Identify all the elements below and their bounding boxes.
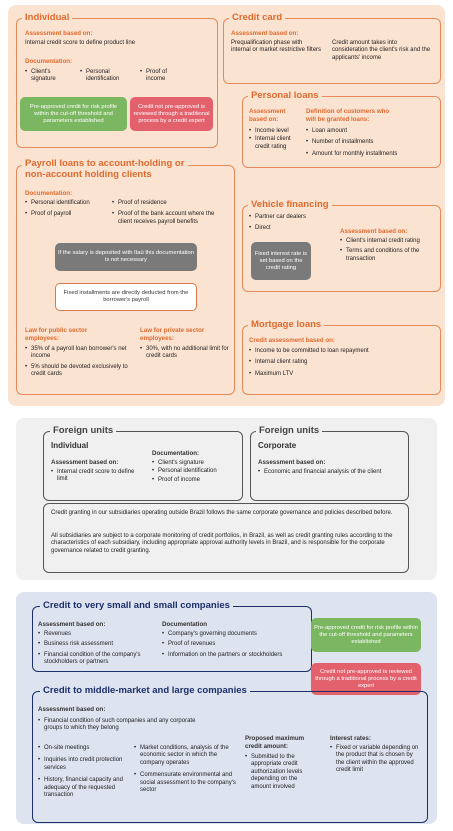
payroll-title: Payroll loans to account-holding or non-account holding clients: [22, 158, 188, 180]
small-assessment-list: • Revenues • Business risk assessment • Financial condition of the company's stockholders or partners: [38, 631, 156, 668]
salary-deposit-note: If the salary is deposited with Itaú this documentation is not necessary: [55, 243, 197, 271]
mortgage-list: • Income to be committed to loan repayment • Internal client rating • Maximum LTV: [249, 348, 434, 379]
proposed-list: • Submitted to the appropriate credit authorization levels depending on the amount involved: [245, 754, 317, 792]
middle-assessment-heading: Assessment based on:: [38, 706, 106, 713]
personal-loans-assessment-list: • Income level • Internal client credit rating: [249, 128, 301, 152]
small-companies-title: Credit to very small and small companies: [40, 600, 233, 611]
not-preapproved-badge: Credit not pre-approved is reviewed through a traditional process by a credit expert: [130, 97, 213, 131]
vehicle-assessment-list: • Client's internal credit rating • Terms and conditions of the transaction: [340, 238, 435, 264]
payroll-docs-left: • Personal identification • Proof of payroll: [25, 200, 110, 220]
individual-doc-1: • Client's signature: [25, 69, 73, 85]
private-sector-heading: Law for private sector employees:: [140, 327, 205, 342]
vehicle-items: • Partner car dealers • Direct: [249, 214, 339, 234]
small-documentation-heading: Documentation: [162, 621, 208, 628]
credit-card-text-right: Credit amount takes into consideration the client's risk and the applicants' income: [332, 40, 431, 61]
personal-loans-assessment-heading: Assessment based on:: [249, 108, 286, 123]
preapproved-badge: Pre-approved credit for risk profile within the cut-off threshold and parameters established: [20, 97, 127, 131]
public-sector-heading: Law for public sector employees:: [25, 327, 88, 342]
individual-title: Individual: [22, 12, 72, 23]
personal-loans-definition-heading: Definition of customers who will be granted loans:: [306, 108, 390, 123]
private-sector-list: • 30%, with no additional limit for credit cards: [140, 346, 230, 362]
fixed-installments-note: Fixed installments are directly deducted from the borrower's payroll: [55, 283, 197, 311]
vehicle-financing-title: Vehicle financing: [248, 199, 332, 210]
foreign-individual-documentation-heading: Documentation:: [152, 450, 200, 457]
foreign-corporate-assessment-list: • Economic and financial analysis of the client: [258, 469, 398, 477]
small-not-preapproved-badge: Credit not pre-approved is reviewed through a traditional process by a credit expert: [311, 663, 421, 695]
fixed-rate-note: Fixed interest rate is set based on the credit rating: [251, 242, 311, 280]
mortgage-assessment-heading: Credit assessment based on:: [249, 337, 335, 344]
foreign-corporate-title: Foreign units: [256, 425, 322, 436]
foreign-note-p1: Credit granting in our subsidiaries operating outside Brazil follows the same corporate governance and policies described before.: [51, 510, 393, 516]
foreign-corporate-subtitle: Corporate: [258, 441, 297, 450]
credit-card-assessment-heading: Assessment based on:: [231, 30, 299, 37]
payroll-docs-right: • Proof of residence • Proof of the bank account where the client receives payroll benefits: [112, 200, 227, 227]
credit-card-text-left: Prequalification phase with internal or market restrictive filters: [231, 40, 322, 54]
mortgage-title: Mortgage loans: [248, 319, 324, 330]
foreign-corporate-assessment-heading: Assessment based on:: [258, 459, 326, 466]
personal-loans-definition-list: • Loan amount • Number of installments • Amount for monthly installments: [306, 128, 436, 159]
individual-doc-3: • Proof of income: [140, 69, 180, 85]
foreign-individual-docs: • Client's signature • Personal identification • Proof of income: [152, 460, 237, 485]
payroll-documentation-heading: Documentation:: [25, 190, 73, 197]
proposed-heading: Proposed maximum credit amount:: [245, 735, 305, 750]
foreign-individual-assessment-heading: Assessment based on:: [51, 459, 119, 466]
individual-doc-2: • Personal identification: [80, 69, 135, 85]
individual-assessment-text: Internal credit score to define product line: [25, 40, 136, 46]
foreign-individual-subtitle: Individual: [51, 441, 89, 450]
foreign-note-p2: All subsidiaries are subject to a corporate monitoring of credit portfolios, in Brazil, as well as credit granting rules according to the characteristics of each subsidiary, including appropriate approval authority levels in Brazil, and is responsible for the corporate governance related to credit granting.: [51, 533, 393, 554]
foreign-individual-assessment-list: • Internal credit score to define limit: [51, 469, 136, 485]
middle-market-title: Credit to middle-market and large companies: [40, 685, 250, 696]
individual-assessment-heading: Assessment based on:: [25, 30, 93, 37]
individual-documentation-heading: Documentation:: [25, 58, 73, 65]
foreign-individual-title: Foreign units: [50, 425, 116, 436]
small-docs-list: • Company's governing documents • Proof of revenues • Information on the partners or stockholders: [162, 631, 307, 660]
middle-col1: • On-site meetings • Inquiries into credit protection services • History, financial capacity and adequacy of the requested transaction: [38, 745, 128, 800]
vehicle-assessment-heading: Assessment based on:: [340, 228, 408, 235]
middle-col2: • Market conditions, analysis of the economic sector in which the company operates • Commensurate environmental and social assessment to the company's sector: [134, 745, 236, 795]
personal-loans-title: Personal loans: [248, 90, 322, 101]
public-sector-list: • 35% of a payroll loan borrower's net income • 5% should be devoted exclusively to credit cards: [25, 346, 130, 380]
credit-card-title: Credit card: [229, 12, 285, 23]
middle-lead: • Financial condition of such companies and any corporate groups to which they belong: [38, 718, 198, 734]
small-preapproved-badge: Pre-approved credit for risk profile within the cut-off threshold and parameters established: [311, 618, 421, 652]
small-assessment-heading: Assessment based on:: [38, 621, 106, 628]
interest-heading: Interest rates:: [330, 735, 371, 742]
interest-list: • Fixed or variable depending on the product that is chosen by the client within the approved credit limit: [330, 745, 420, 776]
